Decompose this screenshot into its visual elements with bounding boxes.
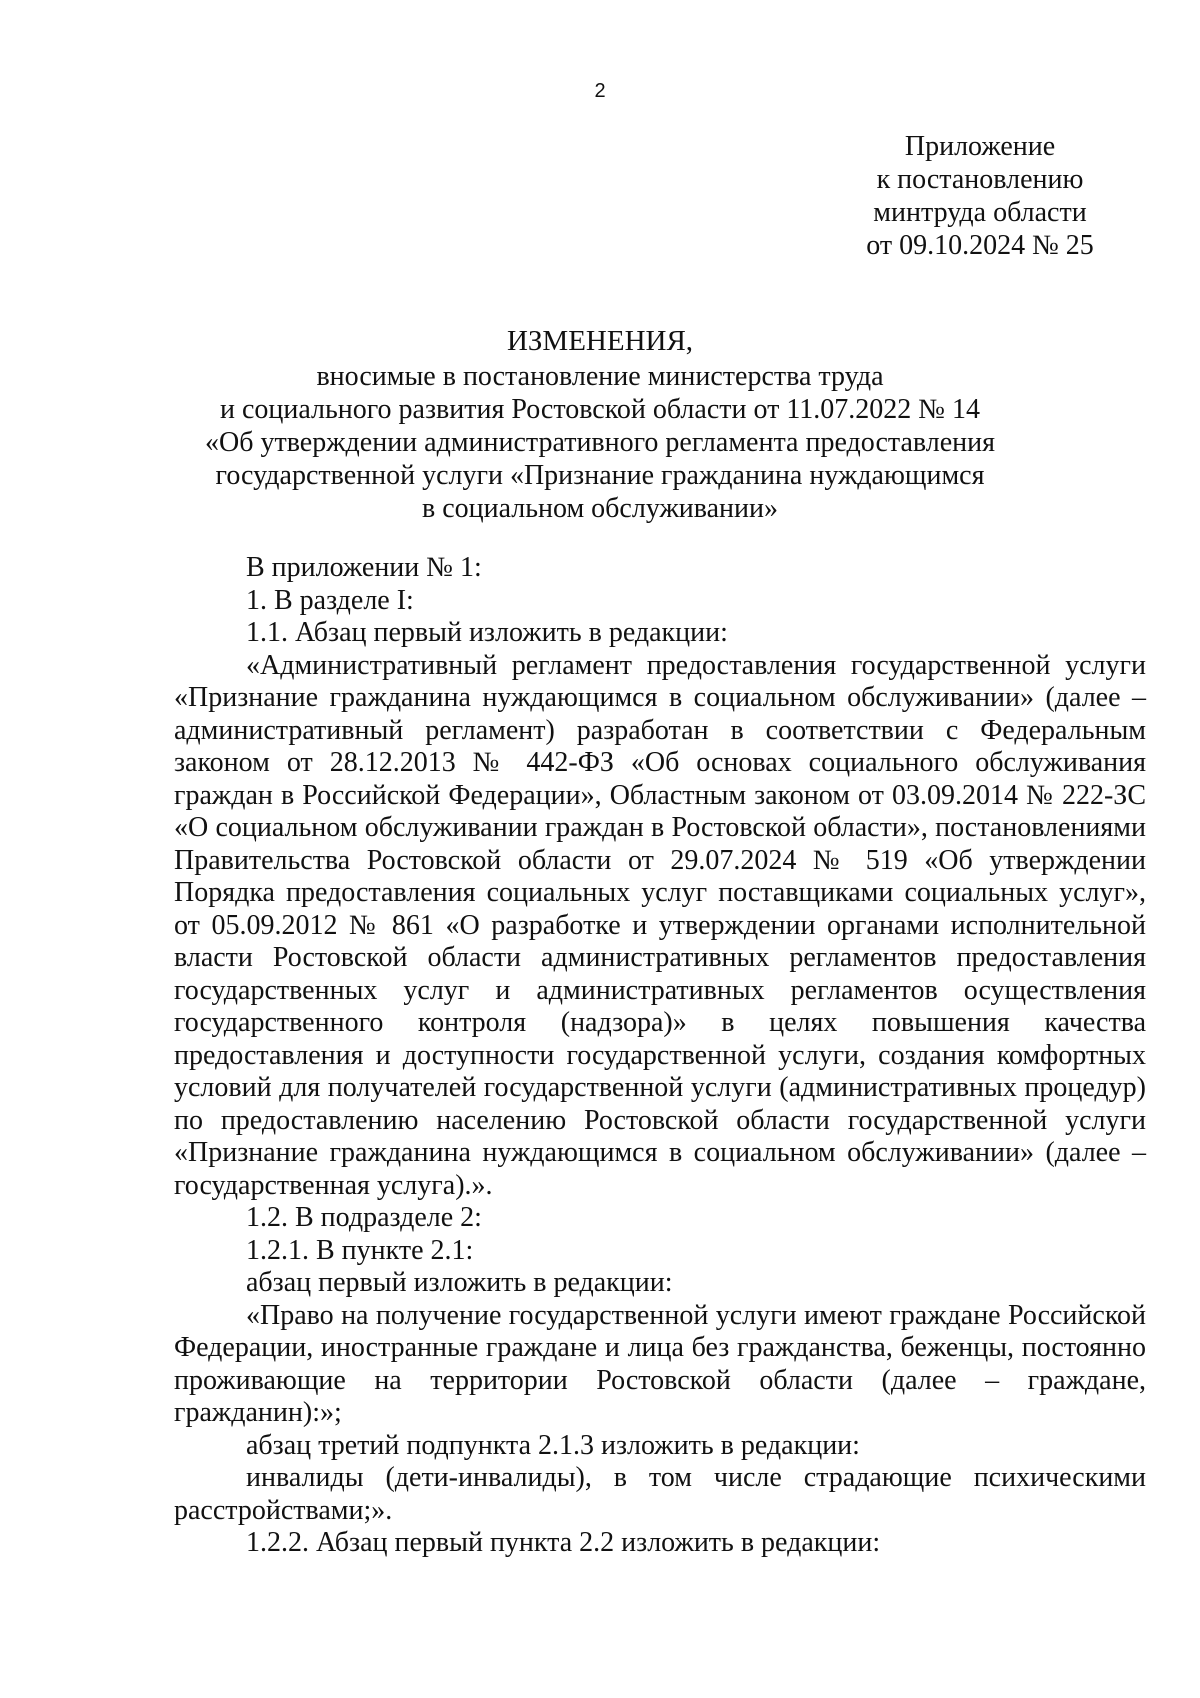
document-heading [160, 325, 1040, 525]
document-body [174, 552, 1146, 1560]
heading-line: государственной услуги «Признание гражданина нуждающимся [215, 460, 985, 491]
paragraph: инвалиды (дети-инвалиды), в том числе страдающие психическими расстройствами;». [174, 1462, 1146, 1526]
heading-line: вносимые в постановление министерства труда [316, 361, 884, 392]
appendix-line: к постановлению [876, 164, 1084, 195]
heading-line: «Об утверждении административного регламента предоставления [205, 427, 995, 458]
appendix-line: минтруда области [873, 197, 1087, 228]
appendix-block [820, 130, 1140, 262]
paragraph: В приложении № 1: [246, 552, 482, 583]
heading-line: и социального развития Ростовской области от 11.07.2022 № 14 [219, 394, 981, 425]
paragraph: «Административный регламент предоставления государственной услуги «Признание гражданина нуждающимся в социальном обслуживании» (далее – административный регламент) разработан в соответствии с Федеральным законом от 28.12.2013 № 442-ФЗ «Об основах социального обслуживания граждан в Российской Федерации», Областным законом от 03.09.2014 № 222-ЗС «О социальном обслуживании граждан в Ростовской области», постановлениями Правительства Ростовской области от 29.07.2024 № 519 «Об утверждении Порядка предоставления социальных услуг поставщиками социальных услуг», от 05.09.2012 № 861 «О разработке и утверждении органами исполнительной власти Ростовской области административных регламентов предоставления государственных услуг и административных регламентов осуществления государственного контроля (надзора)» в целях повышения качества предоставления и доступности государственной услуги, создания комфортных условий для получателей государственной услуги (административных процедур) по предоставлению населению Ростовской области государственной услуги «Признание гражданина нуждающимся в социальном обслуживании» (далее – государственная услуга).». [174, 649, 1146, 1201]
heading-line: в социальном обслуживании» [421, 493, 779, 524]
paragraph: 1. В разделе I: [246, 584, 414, 616]
appendix-date-number: от 09.10.2024 № 25 [866, 230, 1094, 261]
paragraph: «Право на получение государственной услуги имеют граждане Российской Федерации, иностранные граждане и лица без гражданства, беженцы, постоянно проживающие на территории Ростовской области (далее – граждане, гражданин):»; [174, 1299, 1146, 1428]
paragraph: 1.2.2. Абзац первый пункта 2.2 изложить в редакции: [246, 1527, 881, 1558]
page-number: 2 [594, 80, 606, 102]
paragraph: 1.2. В подразделе 2: [246, 1202, 482, 1233]
paragraph: абзац третий подпункта 2.1.3 изложить в редакции: [246, 1429, 860, 1461]
paragraph: 1.1. Абзац первый изложить в редакции: [246, 617, 728, 648]
paragraph: 1.2.1. В пункте 2.1: [246, 1234, 474, 1266]
document-title: ИЗМЕНЕНИЯ, [506, 325, 694, 357]
appendix-line: Приложение [904, 131, 1056, 162]
paragraph: абзац первый изложить в редакции: [246, 1267, 673, 1298]
